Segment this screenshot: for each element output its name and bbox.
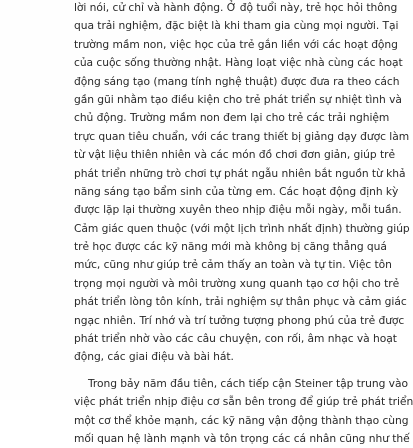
text-line: trường mầm non, việc học của trẻ gắn liền với các hoạt động [74,37,398,51]
text-line: lời nói, cử chỉ và hành động. Ở độ tuổi này, trẻ học hỏi thông [74,1,398,14]
text-line: trọng mọi người và môi trường xung quanh tạo cơ hội cho trẻ [74,276,400,290]
text-line: ngạc nhiên. Trí nhớ và trí tưởng tượng phong phú của trẻ được [74,313,405,327]
text-line: phát triển lòng tôn kính, trải nghiệm sự thân phục và cảm giác [74,295,407,309]
text-line: được lặp lại thường xuyên theo nhịp điệu mỗi ngày, mỗi tuần. [74,203,402,217]
text-line: của cuộc sống thường nhật. Hàng loạt việc nhà cùng các hoạt [74,56,403,70]
paragraph [74,375,413,448]
text-line: chủ động. Trường mầm non đem lại cho trẻ các trải nghiệm [74,111,390,125]
text-line: qua trải nghiệm, đặc biệt là khi tham gia cùng mọi người. Tại [74,19,399,33]
text-line: một cơ thể khỏe mạnh, các kỹ năng vận động thành thạo cùng [74,413,409,427]
text-line: trẻ học được các kỹ năng mới mà không bị căng thẳng quá [74,240,387,254]
text-line: việc phát triển nhịp điệu cơ sẵn bên trong để giúp trẻ phát triển [74,395,413,409]
text-line: Cảm giác quen thuộc (với một lịch trình nhất định) thường giúp [74,221,410,235]
text-line: mức, cũng như giúp trẻ cảm thấy an toàn và tự tin. Việc tôn [74,258,392,272]
text-line: từ vật liệu thiên nhiên và các món đồ chơi đơn giản, giúp trẻ [74,148,395,162]
text-line: động, các giai điệu và bài hát. [74,350,234,364]
paragraph [74,0,410,367]
text-line: năng sáng tạo bẩm sinh của từng em. Các hoạt động định kỳ [74,184,399,198]
text-line: mối quan hệ lành mạnh và tôn trọng các cá nhân cũng như thế [74,431,410,445]
text-line: gần gũi nhằm tạo điều kiện cho trẻ phát triển sự nhiệt tình và [74,92,402,106]
text-line: phát triển những trò chơi tự phát ngẫu nhiên bắt nguồn từ khả [74,166,406,180]
body-text [74,0,413,448]
text-line: trực quan tiêu chuẩn, với các trang thiết bị giảng dạy được làm [74,129,410,143]
text-line: phát triển nhờ vào các câu chuyện, con rối, âm nhạc và hoạt [74,332,397,346]
text-line: Trong bảy năm đầu tiên, cách tiếp cận Steiner tập trung vào [88,376,408,390]
paragraph-gap [74,367,374,375]
text-line: động sáng tạo (mang tính nghệ thuật) được đưa ra theo cách [74,74,400,88]
